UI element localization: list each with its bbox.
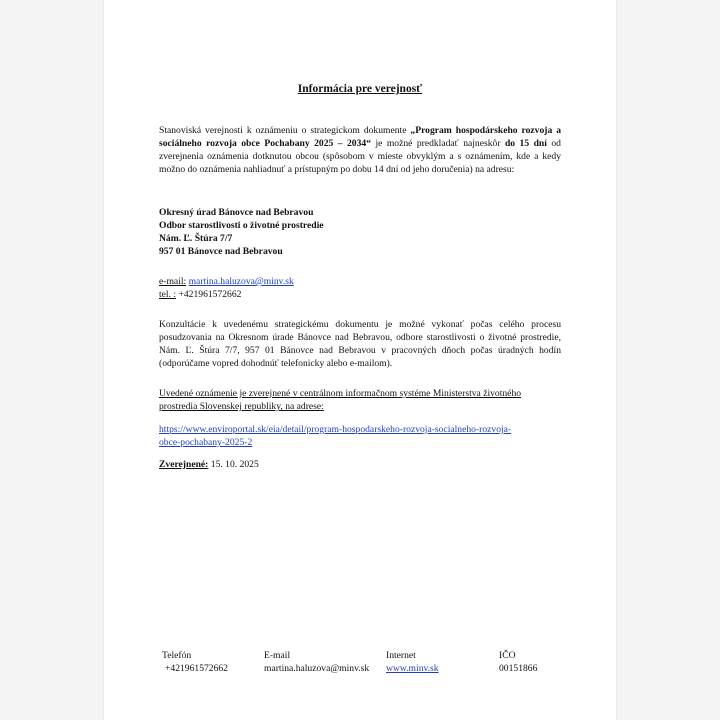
contact-block [159, 275, 561, 301]
email-label: e-mail: [159, 276, 187, 287]
footer-internet-link[interactable]: www.minv.sk [386, 663, 439, 674]
footer-ico-value: 00151866 [499, 663, 538, 674]
url-line-1[interactable]: https://www.enviroportal.sk/eia/detail/program-hospodarskeho-rozvoja-socialneho-rozvoja- [159, 424, 512, 435]
published-date: 15. 10. 2025 [210, 459, 259, 470]
footer-phone-label: Telefón [162, 650, 192, 661]
central-notice-paragraph: Uvedené oznámenie je zverejnené v centrálnom informačnom systéme Ministerstva životného prostredia Slovenskej republiky, na adrese: [159, 388, 522, 412]
office-address [159, 206, 561, 258]
published-line [159, 458, 561, 471]
address-line-3: Nám. Ľ. Štúra 7/7 [159, 233, 233, 244]
footer-ico [499, 649, 537, 675]
address-line-2: Odbor starostlivosti o životné prostredie [159, 220, 324, 231]
tel-label: tel. : [159, 289, 177, 300]
footer-email [264, 649, 369, 675]
intro-text-3: od zverejnenia oznámenia dotknutou obcou (spôsobom v mieste obvyklým a s oznámením, kde a kedy možno do oznámenia nahliadnuť a prístupným po dobu 14 dní od jeho doručenia) na adresu: [159, 138, 561, 175]
document-title: Informácia pre verejnosť [297, 83, 423, 95]
footer-phone [162, 649, 228, 675]
document-page [104, 0, 616, 720]
footer-ico-label: IČO [499, 650, 516, 661]
address-line-1: Okresný úrad Bánovce nad Bebravou [159, 207, 314, 218]
footer-phone-value: +421961572662 [165, 663, 228, 674]
consultation-paragraph: Konzultácie k uvedenému strategickému dokumentu je možné vykonať počas celého procesu posudzovania na Okresnom úrade Bánovce nad Bebravou, odbore starostlivosti o životné prostredie, Nám. Ľ. Štúra 7/7, 957 01 Bánovce nad Bebravou v pracovných dňoch počas úradných hodín (odporúčame vopred dohodnúť telefonicky alebo e-mailom). [159, 319, 561, 369]
published-label: Zverejnené: [159, 459, 209, 470]
intro-text-2: je možné predkladať najneskôr [371, 138, 505, 149]
intro-paragraph [159, 124, 561, 176]
document-name: „Program hospodárskeho rozvoja a sociálneho rozvoja obce Pochabany 2025 – 2034“ [159, 125, 561, 149]
footer-email-value: martina.haluzova@minv.sk [264, 663, 370, 674]
intro-text-1: Stanoviská verejnosti k oznámeniu o strategickom dokumente [159, 125, 411, 136]
footer-internet [386, 649, 439, 675]
deadline: do 15 dní [504, 138, 547, 149]
url-line-2[interactable]: obce-pochabany-2025-2 [159, 437, 253, 448]
footer-email-label: E-mail [264, 650, 291, 661]
address-line-4: 957 01 Bánovce nad Bebravou [159, 246, 283, 257]
tel-value: +421961572662 [178, 289, 242, 300]
email-link[interactable]: martina.haluzova@minv.sk [188, 276, 294, 287]
enviroportal-link[interactable] [159, 423, 561, 449]
footer-internet-label: Internet [386, 650, 416, 661]
